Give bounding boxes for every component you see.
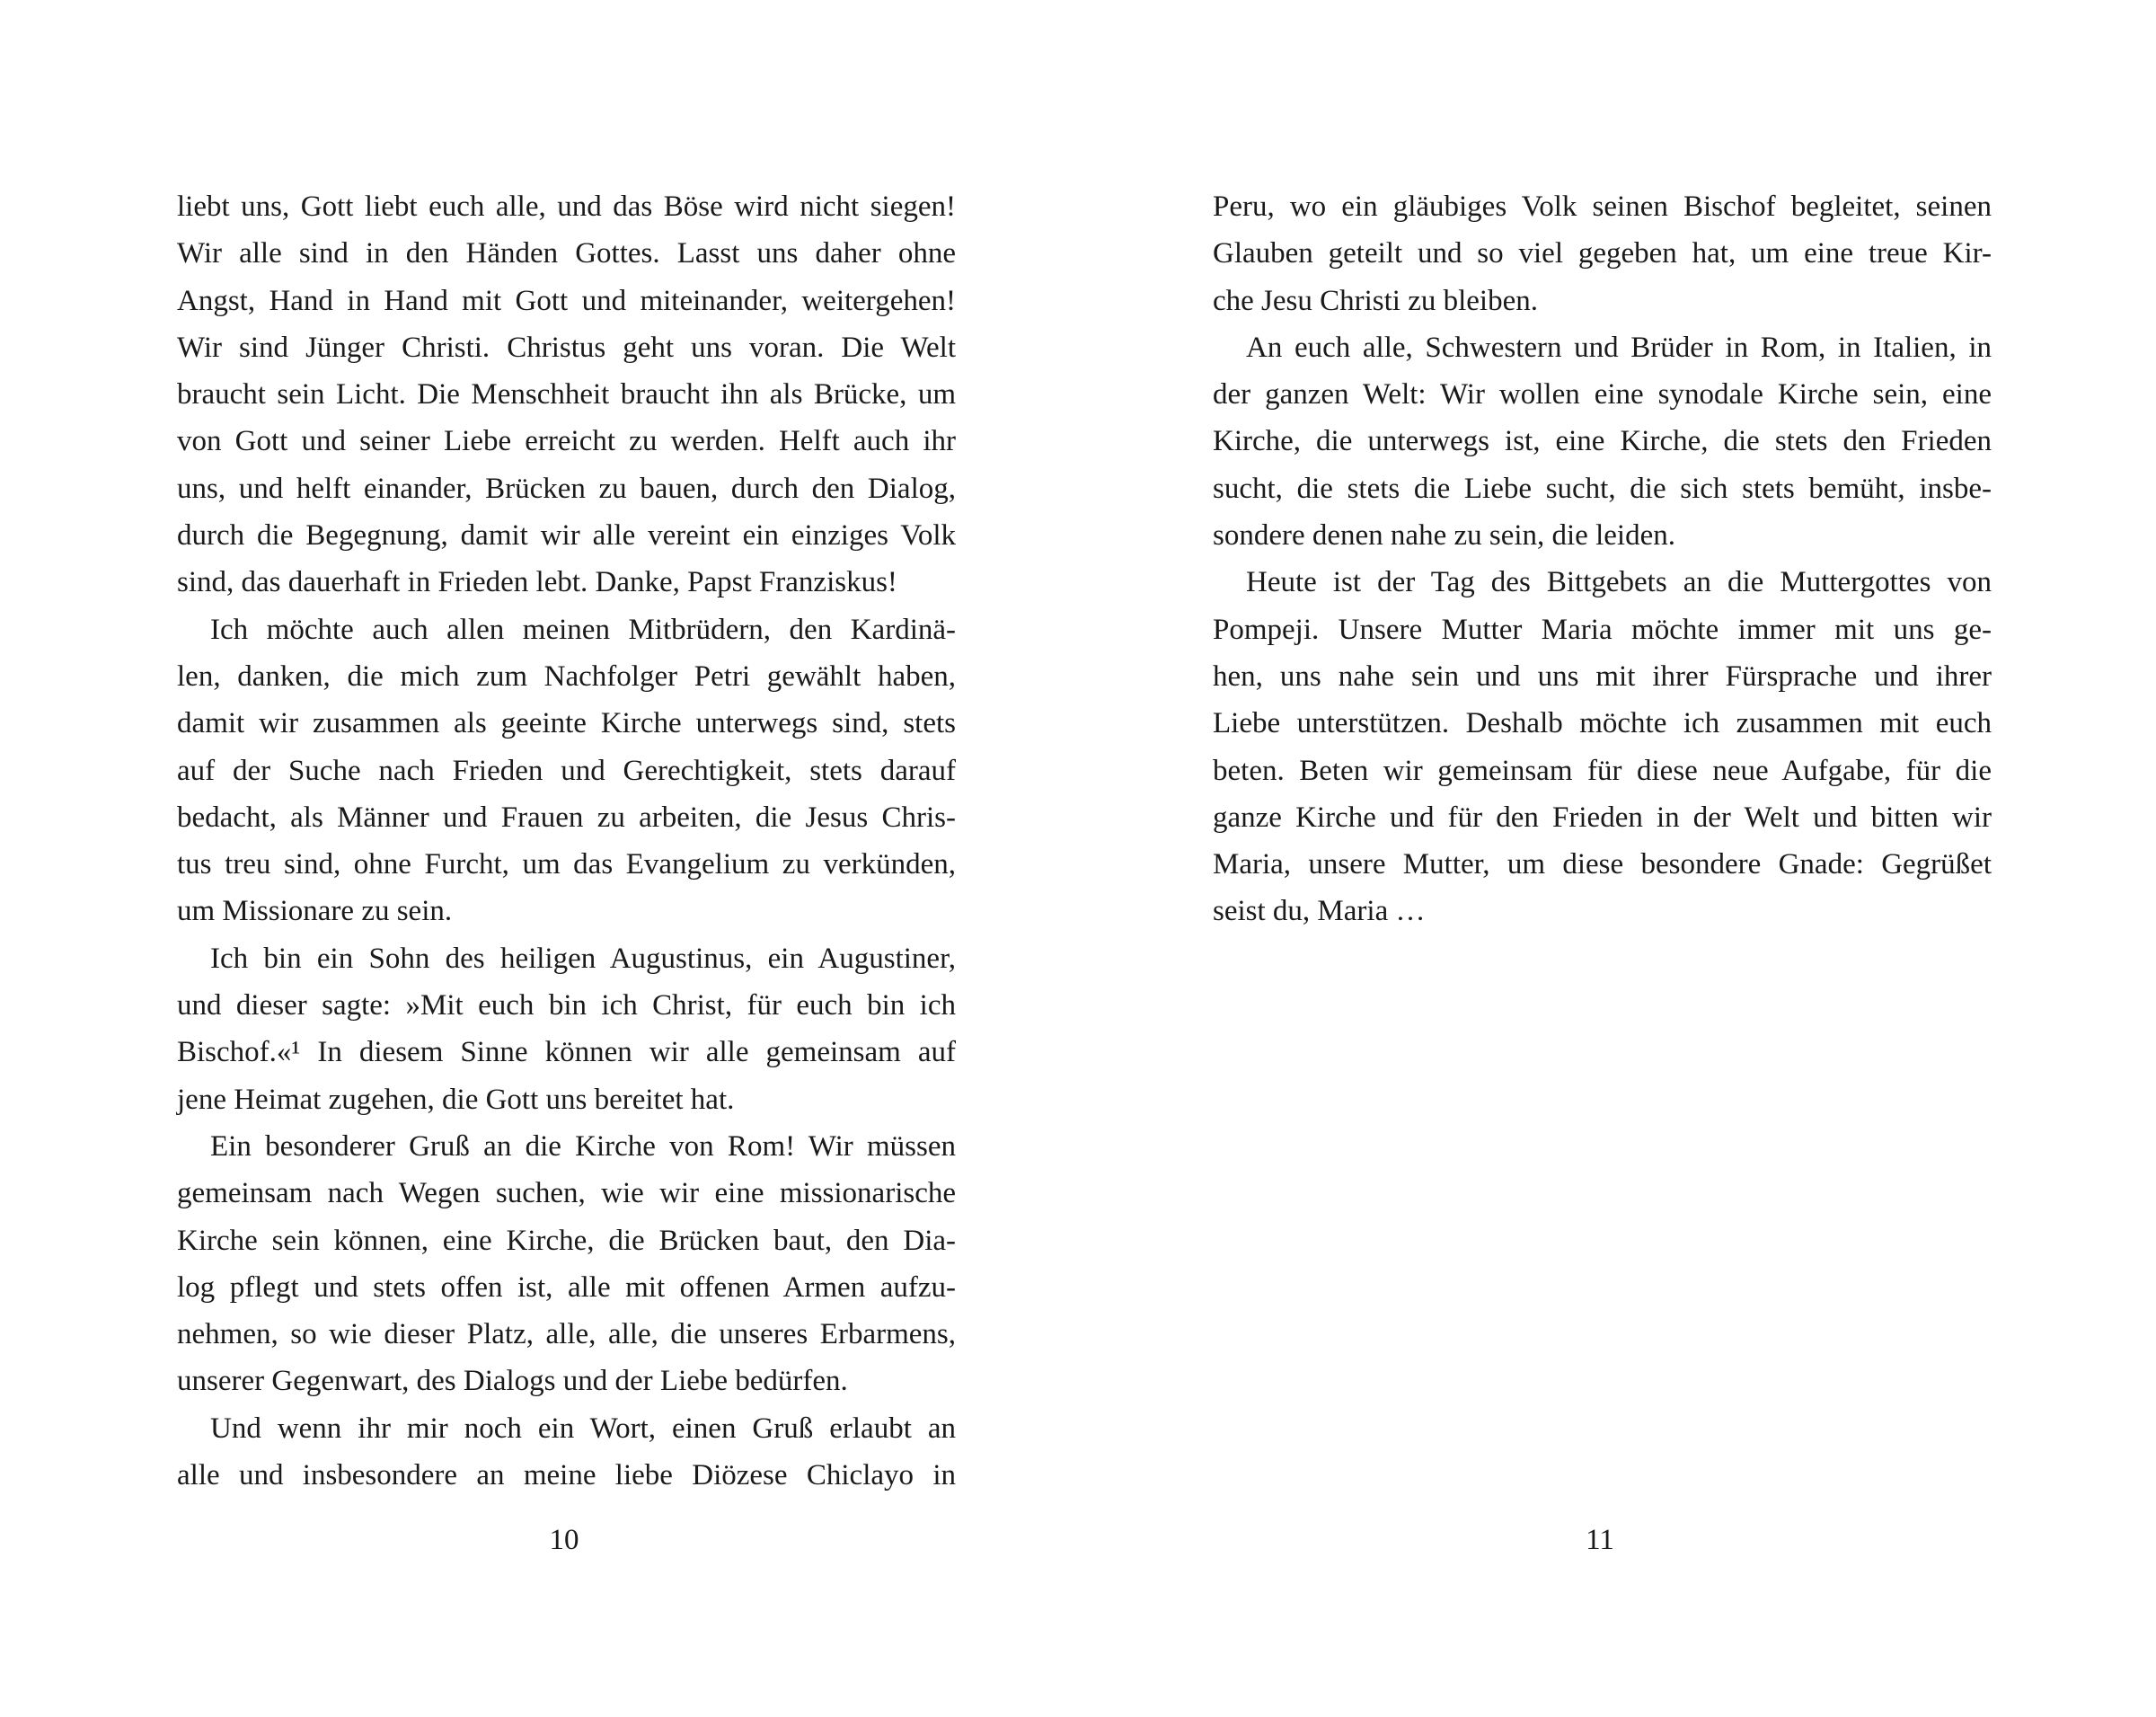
text-line: alle und insbesondere an meine liebe Diözese Chiclayo in [177, 1459, 956, 1492]
text-line: Angst, Hand in Hand mit Gott und miteinander, weitergehen! [177, 284, 956, 317]
text-line: von Gott und seiner Liebe erreicht zu werden. Helft auch ihr [177, 425, 956, 458]
right-page-text [1213, 183, 1992, 935]
paragraph [1213, 559, 1992, 934]
text-line: len, danken, die mich zum Nachfolger Petri gewählt haben, [177, 659, 956, 693]
paragraph [177, 1123, 956, 1405]
text-line: Heute ist der Tag des Bittgebets an die Muttergottes von [1246, 566, 1992, 599]
text-line: braucht sein Licht. Die Menschheit braucht ihn als Brücke, um [177, 378, 956, 412]
text-line: bedacht, als Männer und Frauen zu arbeiten, die Jesus Chris- [177, 801, 956, 834]
text-line: der ganzen Welt: Wir wollen eine synodale Kirche sein, eine [1213, 378, 1992, 412]
text-line: gemeinsam nach Wegen suchen, wie wir eine missionarische [177, 1177, 956, 1210]
paragraph [177, 183, 956, 606]
text-line: ganze Kirche und für den Frieden in der Welt und bitten wir [1213, 801, 1992, 834]
paragraph [1213, 183, 1992, 324]
text-line: Bischof.«¹ In diesem Sinne können wir alle gemeinsam auf [177, 1036, 956, 1069]
paragraph [177, 1405, 956, 1500]
text-line: beten. Beten wir gemeinsam für diese neue Aufgabe, für die [1213, 754, 1992, 787]
text-line: um Missionare zu sein. [177, 895, 453, 928]
text-line: Kirche, die unterwegs ist, eine Kirche, die stets den Frieden [1213, 425, 1992, 458]
text-line: jene Heimat zugehen, die Gott uns bereitet hat. [177, 1083, 735, 1116]
text-line: durch die Begegnung, damit wir alle vereint ein einziges Volk [177, 519, 956, 553]
text-line: hen, uns nahe sein und uns mit ihrer Fürsprache und ihrer [1213, 659, 1992, 693]
text-line: damit wir zusammen als geeinte Kirche unterwegs sind, stets [177, 707, 956, 740]
text-line: auf der Suche nach Frieden und Gerechtigkeit, stets darauf [177, 754, 956, 787]
text-line: Und wenn ihr mir noch ein Wort, einen Gruß erlaubt an [210, 1412, 956, 1445]
text-line: Pompeji. Unsere Mutter Maria möchte immer mit uns ge- [1213, 613, 1992, 646]
text-line: Peru, wo ein gläubiges Volk seinen Bischof begleitet, seinen [1213, 190, 1992, 223]
text-line: Liebe unterstützen. Deshalb möchte ich zusammen mit euch [1213, 707, 1992, 740]
text-line: An euch alle, Schwestern und Brüder in Rom, in Italien, in [1246, 331, 1992, 364]
text-line: sondere denen nahe zu sein, die leiden. [1213, 519, 1675, 553]
paragraph [177, 935, 956, 1123]
text-line: tus treu sind, ohne Furcht, um das Evangelium zu verkünden, [177, 848, 956, 881]
text-line: Wir alle sind in den Händen Gottes. Lasst uns daher ohne [177, 237, 956, 270]
text-line: Glauben geteilt und so viel gegeben hat, um eine treue Kir- [1213, 237, 1992, 270]
text-line: Maria, unsere Mutter, um diese besondere Gnade: Gegrüßet [1213, 848, 1992, 881]
text-line: Wir sind Jünger Christi. Christus geht uns voran. Die Welt [177, 331, 956, 364]
text-line: Kirche sein können, eine Kirche, die Brücken baut, den Dia- [177, 1224, 956, 1257]
paragraph [177, 606, 956, 935]
page-number-right: 11 [1586, 1524, 1614, 1556]
text-line: nehmen, so wie dieser Platz, alle, alle, die unseres Erbarmens, [177, 1318, 956, 1351]
text-line: und dieser sagte: »Mit euch bin ich Christ, für euch bin ich [177, 989, 956, 1022]
text-line: Ich bin ein Sohn des heiligen Augustinus, ein Augustiner, [210, 942, 956, 975]
left-page-text [177, 183, 956, 1499]
text-line: sucht, die stets die Liebe sucht, die sich stets bemüht, insbe- [1213, 472, 1992, 505]
text-line: Ein besonderer Gruß an die Kirche von Rom! Wir müssen [210, 1129, 956, 1163]
text-line: unserer Gegenwart, des Dialogs und der Liebe bedürfen. [177, 1365, 848, 1398]
text-line: seist du, Maria … [1213, 895, 1426, 928]
page-number-left: 10 [549, 1524, 579, 1556]
text-line: log pflegt und stets offen ist, alle mit offenen Armen aufzu- [177, 1270, 956, 1304]
text-line: uns, und helft einander, Brücken zu bauen, durch den Dialog, [177, 472, 956, 505]
text-line: Ich möchte auch allen meinen Mitbrüdern, den Kardinä- [210, 613, 956, 646]
paragraph [1213, 324, 1992, 559]
text-line: liebt uns, Gott liebt euch alle, und das Böse wird nicht siegen! [177, 190, 956, 223]
text-line: che Jesu Christi zu bleiben. [1213, 284, 1539, 317]
text-line: sind, das dauerhaft in Frieden lebt. Danke, Papst Franziskus! [177, 566, 897, 599]
